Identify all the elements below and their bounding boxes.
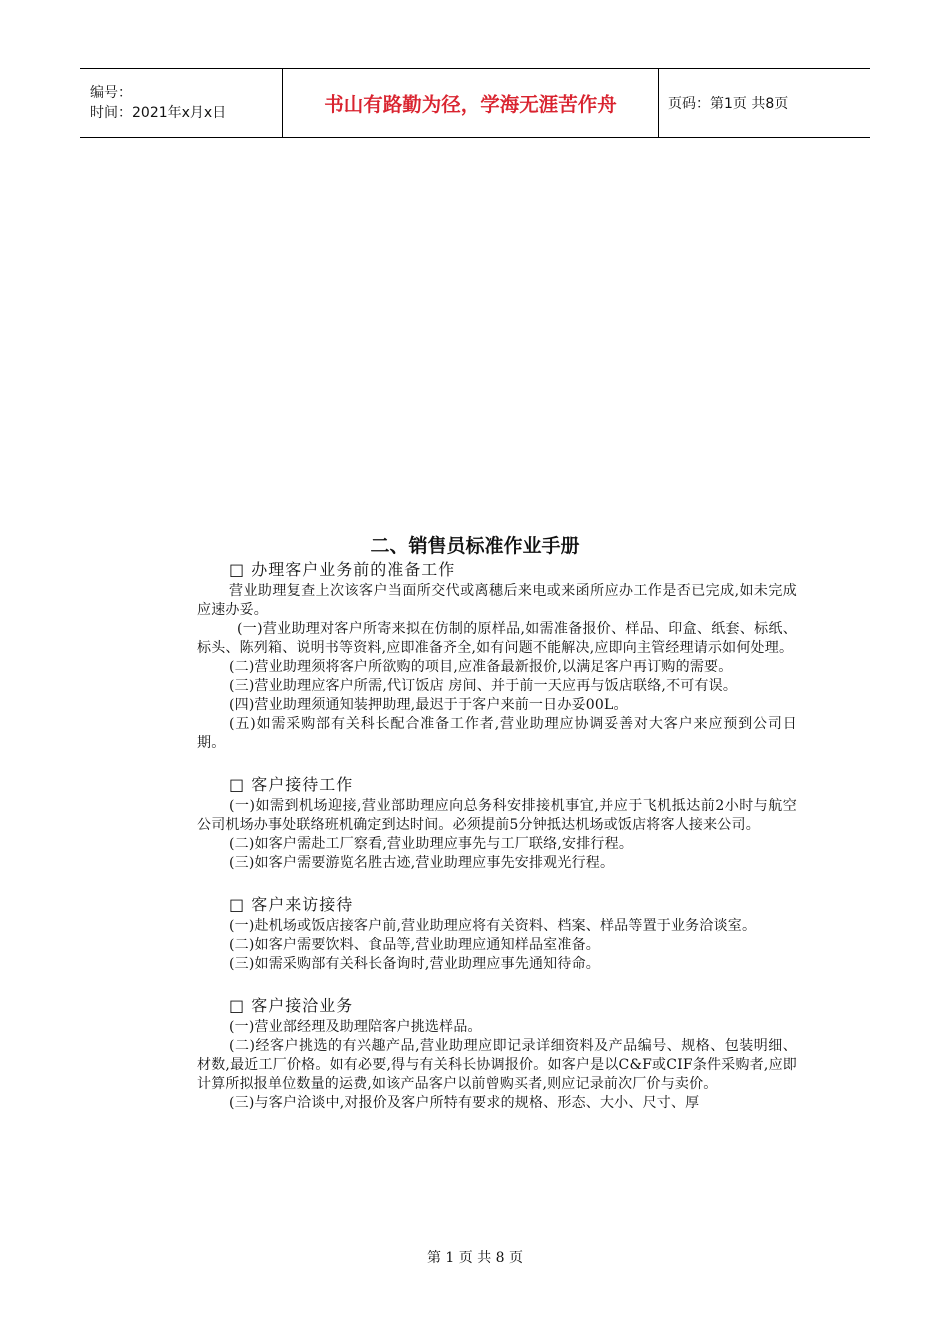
section-spacer	[197, 974, 797, 994]
paragraph: (一)营业助理对客户所寄来拟在仿制的原样品,如需准备报价、样品、印盒、纸套、标纸、标头、陈列箱、说明书等资料,应即准备齐全,如有问题不能解决,应即向主管经理请示如何处理。	[197, 621, 797, 656]
section-spacer	[197, 753, 797, 773]
section-spacer	[197, 873, 797, 893]
paragraph: 营业助理复查上次该客户当面所交代或离穗后来电或来函所应办工作是否已完成,如未完成应速办妥。	[197, 583, 797, 618]
section-heading: □ 客户来访接待	[229, 895, 354, 914]
paragraph: (三)营业助理应客户所需,代订饭店 房间、并于前一天应再与饭店联络,不可有误。	[229, 678, 738, 694]
page-header	[80, 68, 870, 138]
paragraph: (四)营业助理须通知装押助理,最迟于于客户来前一日办妥00L。	[229, 697, 628, 713]
section-preparation	[197, 558, 797, 753]
section-heading: □ 办理客户业务前的准备工作	[229, 560, 456, 579]
section-heading: □ 客户接洽业务	[229, 996, 354, 1015]
section-visit	[197, 893, 797, 974]
header-motto: 书山有路勤为径，学海无涯苦作舟	[324, 93, 617, 116]
page-footer: 第 1 页 共 8 页	[426, 1250, 524, 1266]
header-time-label: 时间：2021年x月x日	[90, 105, 227, 121]
paragraph: (二)营业助理须将客户所欲购的项目,应准备最新报价,以满足客户再订购的需要。	[229, 659, 733, 675]
header-number-label: 编号：	[90, 85, 132, 101]
document-title: 二、销售员标准作业手册	[370, 535, 580, 557]
paragraph: (三)如客户需要游览名胜古迹,营业助理应事先安排观光行程。	[229, 855, 615, 871]
paragraph: (一)赴机场或饭店接客户前,营业助理应将有关资料、档案、样品等置于业务洽谈室。	[229, 918, 757, 934]
paragraph: (三)如需采购部有关科长备询时,营业助理应事先通知待命。	[229, 956, 600, 972]
document-body	[197, 558, 797, 1113]
paragraph: (一)如需到机场迎接,营业部助理应向总务科安排接机事宜,并应于飞机抵达前2小时与航空公司机场办事处联络班机确定到达时间。必须提前5分钟抵达机场或饭店将客人接来公司。	[197, 798, 797, 833]
paragraph: (二)如客户需要饮料、食品等,营业助理应通知样品室准备。	[229, 937, 600, 953]
header-meta	[80, 69, 283, 137]
paragraph: (一)营业部经理及助理陪客户挑选样品。	[229, 1019, 482, 1035]
section-business	[197, 994, 797, 1113]
paragraph: (三)与客户洽谈中,对报价及客户所特有要求的规格、形态、大小、尺寸、厚	[229, 1095, 700, 1111]
section-reception	[197, 773, 797, 873]
header-motto-cell	[283, 69, 659, 137]
paragraph: (二)如客户需赴工厂察看,营业助理应事先与工厂联络,安排行程。	[229, 836, 634, 852]
section-heading: □ 客户接待工作	[229, 775, 354, 794]
paragraph: (二)经客户挑选的有兴趣产品,营业助理应即记录详细资料及产品编号、规格、包装明细、材数,最近工厂价格。如有必要,得与有关科长协调报价。如客户是以C&F或CIF条件采购者,应即计算所拟报单位数量的运费,如该产品客户以前曾购买者,则应记录前次厂价与卖价。	[197, 1038, 797, 1092]
paragraph: (五)如需采购部有关科长配合准备工作者,营业助理应协调妥善对大客户来应预到公司日期。	[197, 716, 797, 751]
header-page-info: 页码：第1页 共8页	[668, 96, 789, 112]
